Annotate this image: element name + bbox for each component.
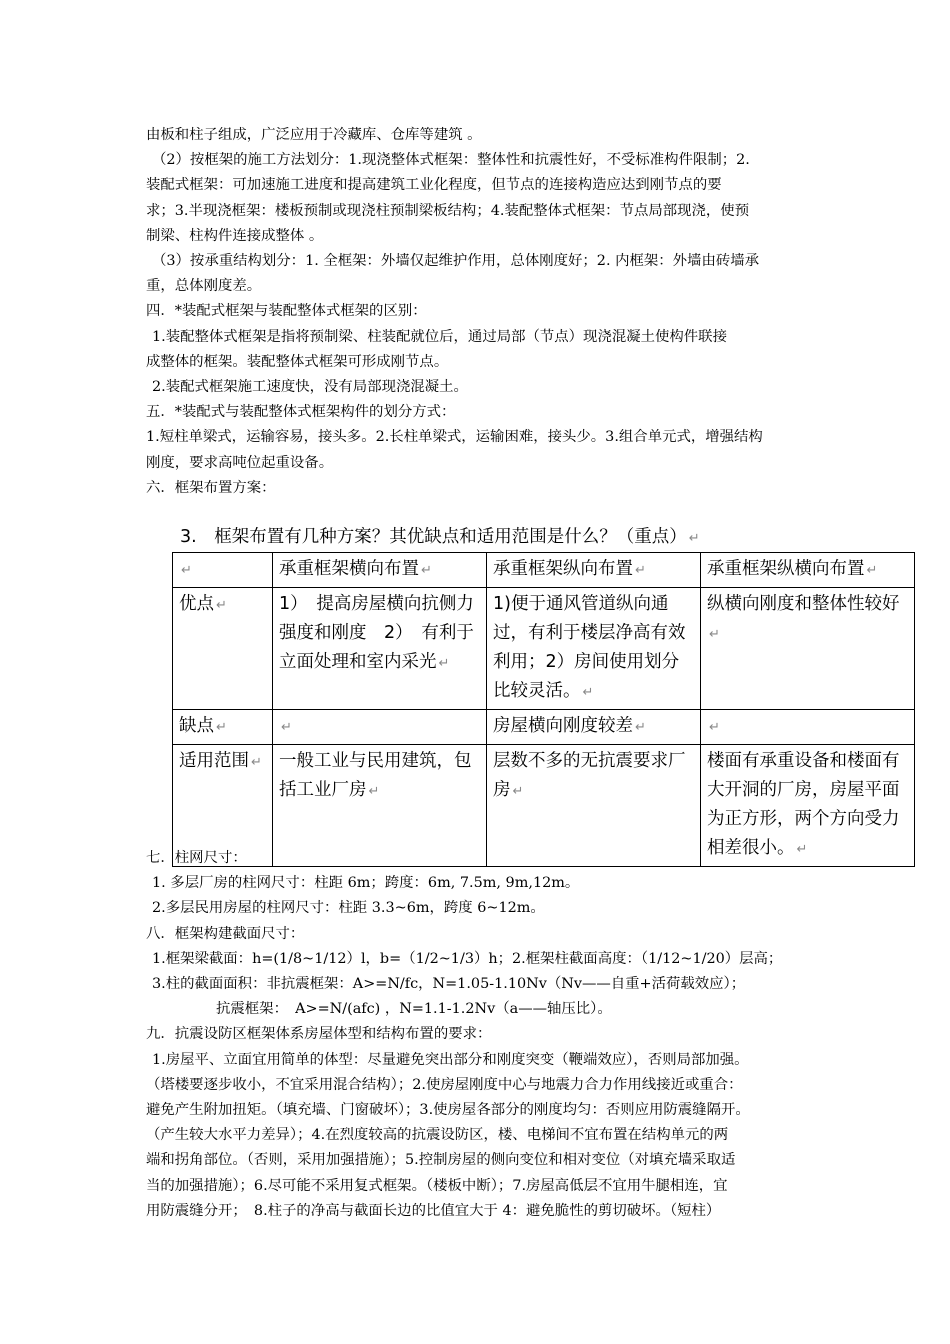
table-row bbox=[173, 710, 915, 745]
line: 1.框架梁截面：h=(1/8~1/12）l，b=（1/2~1/3）h；2.框架柱截面高度：（1/12~1/20）层高； bbox=[152, 950, 783, 967]
table-cell: 1)便于通风管道纵向通过，有利于楼层净高有效利用；2）房间使用划分比较灵活。 ↵ bbox=[487, 588, 701, 710]
table-cell: ↵ bbox=[701, 710, 915, 745]
framing-table bbox=[172, 552, 915, 867]
section-heading: 四．*装配式框架与装配整体式框架的区别： bbox=[146, 303, 427, 320]
table-title-text: 3. 框架布置有几种方案？其优缺点和适用范围是什么？（重点） bbox=[180, 527, 687, 547]
table-cell: 一般工业与民用建筑，包括工业厂房 ↵ bbox=[273, 745, 487, 867]
section-heading: 六．框架布置方案： bbox=[146, 479, 276, 496]
lower-text bbox=[146, 846, 826, 1224]
line: （2）按框架的施工方法划分：1.现浇整体式框架：整体性和抗震性好，不受标准构件限制；2. bbox=[152, 152, 750, 169]
line: 当的加强措施）；6.尽可能不采用复式框架。（楼板中断）；7.房屋高低层不宜用牛腿相连，宜 bbox=[146, 1177, 728, 1194]
row-label: 适用范围 ↵ bbox=[173, 745, 273, 867]
line: 端和拐角部位。（否则，采用加强措施）；5.控制房屋的侧向变位和相对变位（对填充墙采取适 bbox=[146, 1152, 736, 1169]
line: （3）按承重结构划分：1. 全框架：外墙仅起维护作用，总体刚度好；2. 内框架：外墙由砖墙承 bbox=[152, 253, 760, 270]
line: 2.多层民用房屋的柱网尺寸：柱距 3.3~6m，跨度 6~12m。 bbox=[152, 900, 545, 917]
line: 成整体的框架。装配整体式框架可形成刚节点。 bbox=[146, 353, 449, 370]
header-cell: 承重框架纵向布置 ↵ bbox=[487, 553, 701, 588]
line: 2.装配式框架施工速度快，没有局部现浇混凝土。 bbox=[152, 379, 468, 396]
line: 装配式框架：可加速施工进度和提高建筑工业化程度，但节点的连接构造应达到刚节点的要 bbox=[146, 177, 722, 194]
line: 制梁、柱构件连接成整体 。 bbox=[146, 227, 324, 244]
table-cell: 1） 提高房屋横向抗侧力强度和刚度 2） 有利于立面处理和室内采光 ↵ bbox=[273, 588, 487, 710]
line: 刚度，要求高吨位起重设备。 bbox=[146, 454, 334, 471]
section-heading: 五．*装配式与装配整体式框架构件的划分方式： bbox=[146, 404, 456, 421]
line: 避免产生附加扭矩。（填充墙、门窗破坏）；3.使房屋各部分的刚度均匀：否则应用防震缝隔开。 bbox=[146, 1102, 750, 1119]
line: 求；3.半现浇框架：楼板预制或现浇柱预制梁板结构；4.装配整体式框架：节点局部现浇，使预 bbox=[146, 202, 750, 219]
line: 重，总体刚度差。 bbox=[146, 278, 262, 295]
line: 由板和柱子组成，广泛应用于冷藏库、仓库等建筑 。 bbox=[146, 127, 482, 143]
line: （塔楼要逐步收小，不宜采用混合结构）；2.使房屋刚度中心与地震力合力作用线接近或重合： bbox=[146, 1076, 743, 1093]
table-cell: 纵横向刚度和整体性较好↵ bbox=[701, 588, 915, 710]
table-cell: ↵ bbox=[273, 710, 487, 745]
table-cell: 层数不多的无抗震要求厂房 ↵ bbox=[487, 745, 701, 867]
row-label: 缺点 ↵ bbox=[173, 710, 273, 745]
section-heading: 八．框架构建截面尺寸： bbox=[146, 925, 305, 942]
line: 1.装配整体式框架是指将预制梁、柱装配就位后，通过局部（节点）现浇混凝土使构件联接 bbox=[152, 328, 727, 345]
section-heading: 九．抗震设防区框架体系房屋体型和结构布置的要求： bbox=[146, 1026, 492, 1043]
line: 3.柱的截面面积：非抗震框架：A>=N/fc，N=1.05-1.10Nv（Nv——自重+活荷载效应）； bbox=[152, 976, 746, 993]
table-header-row bbox=[173, 553, 915, 588]
table-title: 3. 框架布置有几种方案？其优缺点和适用范围是什么？（重点） ↵ bbox=[180, 527, 700, 547]
upper-text bbox=[146, 123, 826, 501]
line: 用防震缝分开； 8.柱子的净高与截面长边的比值宜大于 4：避免脆性的剪切破坏。（短柱） bbox=[146, 1202, 721, 1219]
header-cell: 承重框架纵横向布置 ↵ bbox=[701, 553, 915, 588]
framing-table-figure bbox=[172, 522, 917, 867]
line: 抗震框架： A>=N/(afc) ，N=1.1-1.2Nv（a——轴压比）。 bbox=[216, 1001, 612, 1018]
header-cell: ↵ bbox=[173, 553, 273, 588]
line: 1.房屋平、立面宜用简单的体型：尽量避免突出部分和刚度突变（鞭端效应），否则局部加强。 bbox=[152, 1051, 749, 1068]
line: 1. 多层厂房的柱网尺寸：柱距 6m；跨度：6m, 7.5m, 9m,12m。 bbox=[152, 875, 580, 892]
table-row bbox=[173, 588, 915, 710]
table-cell: 房屋横向刚度较差 ↵ bbox=[487, 710, 701, 745]
row-label: 优点 ↵ bbox=[173, 588, 273, 710]
header-cell: 承重框架横向布置 ↵ bbox=[273, 553, 487, 588]
table-cell: 楼面有承重设备和楼面有大开洞的厂房，房屋平面为正方形，两个方向受力相差很小。 ↵ bbox=[701, 745, 915, 867]
section-heading: 七．柱网尺寸： bbox=[146, 850, 247, 866]
line: 1.短柱单梁式，运输容易，接头多。2.长柱单梁式，运输困难，接头少。3.组合单元式，增强结构 bbox=[146, 429, 763, 446]
line: （产生较大水平力差异）；4.在烈度较高的抗震设防区，楼、电梯间不宜布置在结构单元的两 bbox=[146, 1127, 729, 1144]
